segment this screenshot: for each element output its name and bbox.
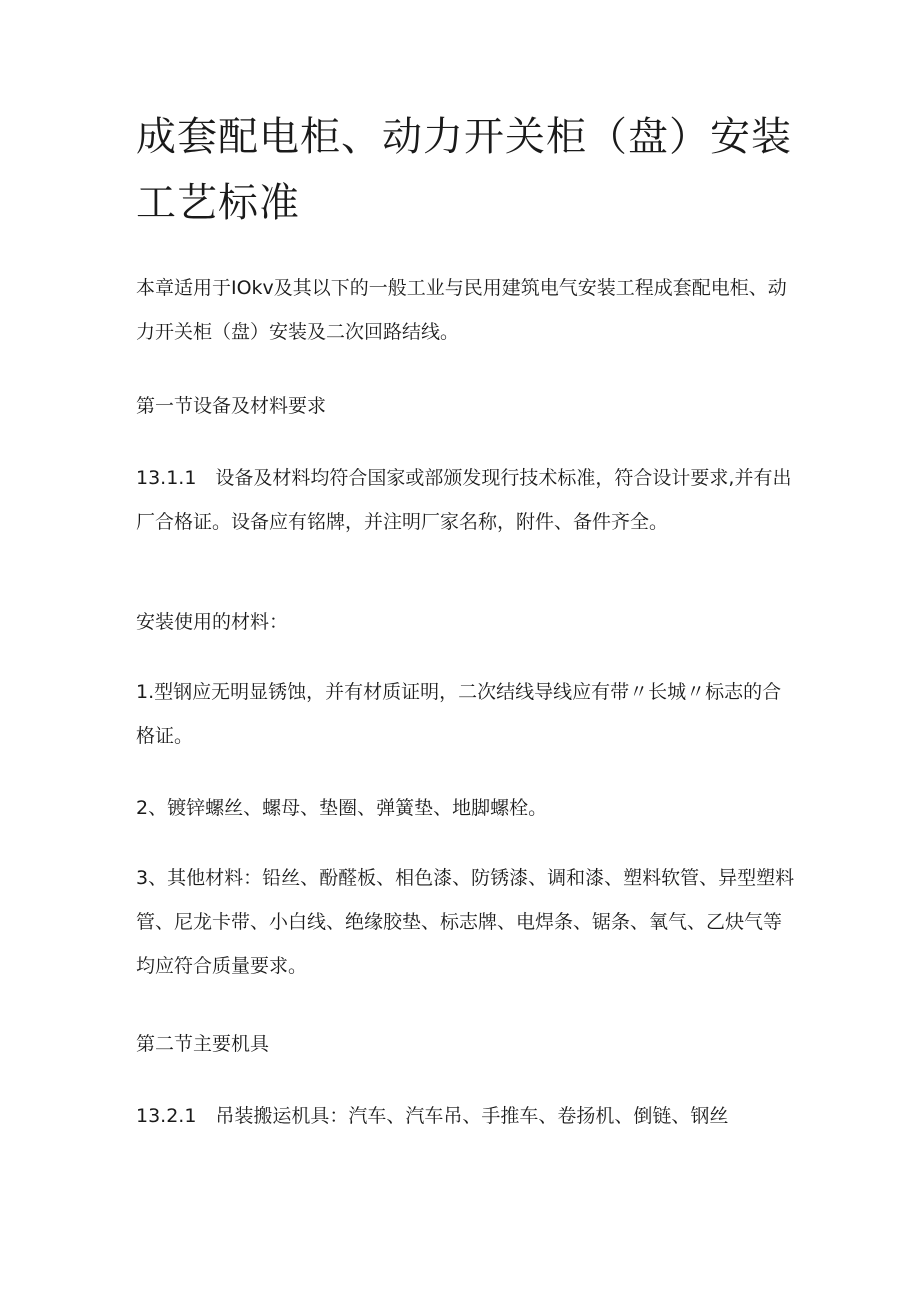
materials-heading: 安装使用的材料：: [136, 611, 289, 633]
section-1-heading: 第一节设备及材料要求: [136, 395, 327, 417]
section-2-heading: 第二节主要机具: [136, 1033, 270, 1055]
intro-paragraph: 本章适用于IOkv及其以下的一般工业与民用建筑电气安装工程成套配电柜、动力开关柜（盘）安装及二次回路结线。: [136, 277, 787, 343]
clause-13-1-1: 13.1.1 设备及材料均符合国家或部颁发现行技术标准，符合设计要求,并有出厂合格证。设备应有铭牌，并注明厂家名称，附件、备件齐全。: [136, 467, 792, 533]
material-item-3: 3、其他材料：铅丝、酚醛板、相色漆、防锈漆、调和漆、塑料软管、异型塑料管、尼龙卡带、小白线、绝缘胶垫、标志牌、电焊条、锯条、氧气、乙炔气等均应符合质量要求。: [136, 867, 795, 977]
clause-13-2-1: 13.2.1 吊装搬运机具：汽车、汽车吊、手推车、卷扬机、倒链、钢丝: [136, 1105, 729, 1127]
document-title: 成套配电柜、动力开关柜（盘）安装工艺标准: [136, 114, 792, 226]
material-item-1: 1.型钢应无明显锈蚀，并有材质证明，二次结线导线应有带〃长城〃标志的合格证。: [136, 681, 782, 747]
material-item-2: 2、镀锌螺丝、螺母、垫圈、弹簧垫、地脚螺栓。: [136, 797, 548, 819]
